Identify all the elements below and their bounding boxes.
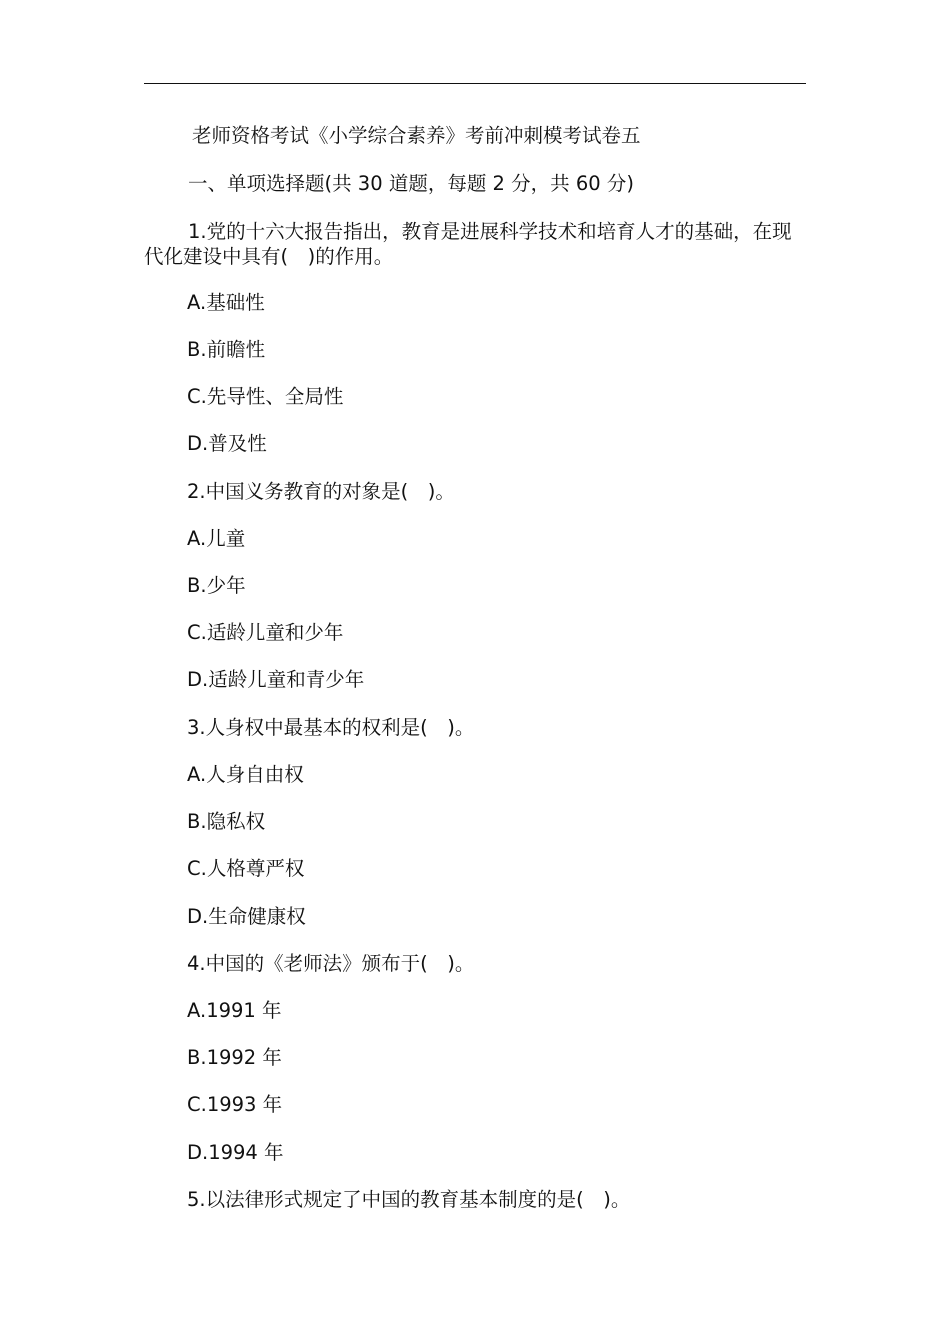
question-3-option-d: D.生命健康权 xyxy=(187,905,306,928)
question-4-stem: 4.中国的《老师法》颁布于( )。 xyxy=(187,952,475,975)
question-2-option-c: C.适龄儿童和少年 xyxy=(187,621,344,644)
question-3-option-b: B.隐私权 xyxy=(187,810,266,833)
question-3-stem: 3.人身权中最基本的权利是( )。 xyxy=(187,716,475,739)
question-4-option-b: B.1992 年 xyxy=(187,1046,282,1069)
question-2-option-a: A.儿童 xyxy=(187,527,246,550)
question-1-option-c: C.先导性、全局性 xyxy=(187,385,344,408)
question-2-option-d: D.适龄儿童和青少年 xyxy=(187,668,365,691)
question-1-option-a: A.基础性 xyxy=(187,291,265,314)
question-4-option-c: C.1993 年 xyxy=(187,1093,283,1116)
question-2-option-b: B.少年 xyxy=(187,574,246,597)
question-5-stem: 5.以法律形式规定了中国的教育基本制度的是( )。 xyxy=(187,1188,631,1211)
question-1-stem: 1.党的十六大报告指出，教育是进展科学技术和培育人才的基础，在现代化建设中具有( )的作用。 xyxy=(144,220,792,268)
question-1-option-d: D.普及性 xyxy=(187,432,267,455)
question-3-option-a: A.人身自由权 xyxy=(187,763,304,786)
header-rule xyxy=(144,83,806,84)
question-3-option-c: C.人格尊严权 xyxy=(187,857,305,880)
question-2-stem: 2.中国义务教育的对象是( )。 xyxy=(187,480,455,503)
exam-title: 老师资格考试《小学综合素养》考前冲刺模考试卷五 xyxy=(192,124,641,147)
section-heading: 一、单项选择题(共 30 道题，每题 2 分，共 60 分) xyxy=(188,172,634,195)
question-4-option-a: A.1991 年 xyxy=(187,999,282,1022)
question-4-option-d: D.1994 年 xyxy=(187,1141,284,1164)
question-1-option-b: B.前瞻性 xyxy=(187,338,266,361)
